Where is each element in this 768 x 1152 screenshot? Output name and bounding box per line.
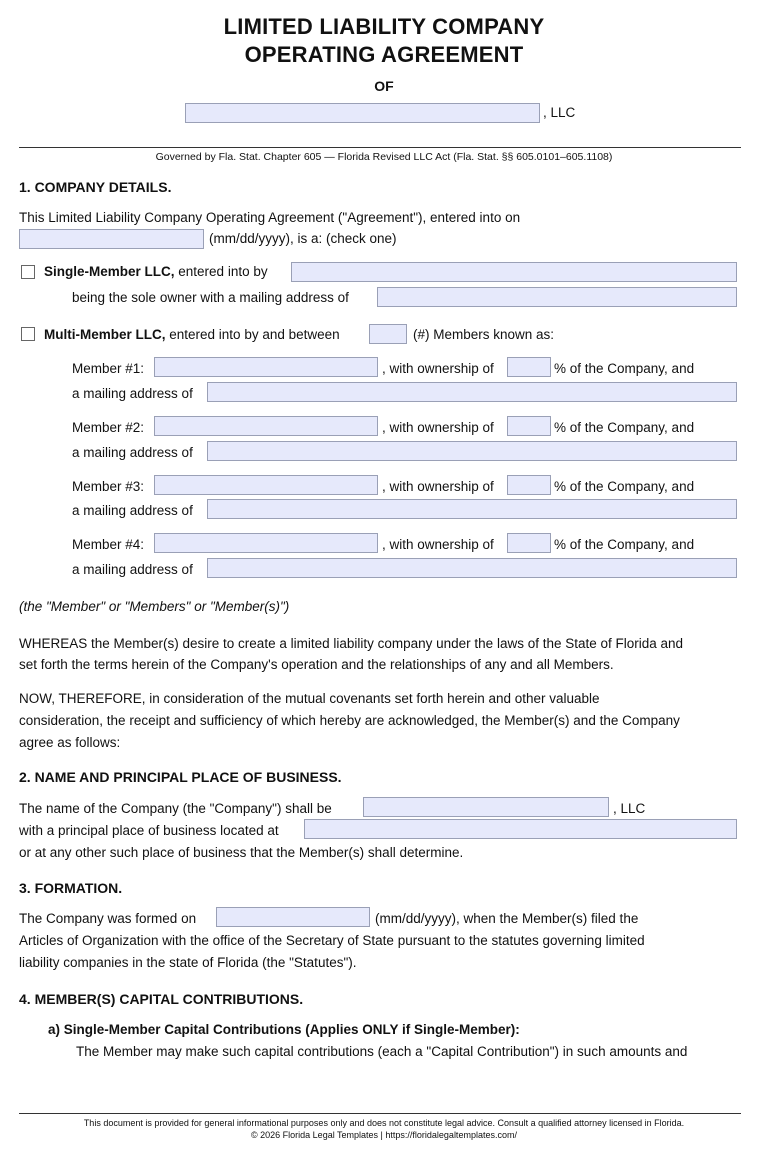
member-4-ownership-field[interactable] bbox=[507, 533, 551, 553]
multi-member-text: entered into by and between bbox=[169, 327, 340, 342]
single-member-checkbox[interactable] bbox=[21, 265, 35, 279]
member-4-address-field[interactable] bbox=[207, 558, 737, 578]
company-name-label: The name of the Company (the "Company") shall be bbox=[19, 801, 332, 816]
now-therefore-line2: consideration, the receipt and sufficiency of which hereby are acknowledged, the Member(s) and the Company bbox=[19, 713, 680, 728]
member-3-name-field[interactable] bbox=[154, 475, 378, 495]
section4-sub-a-text: The Member may make such capital contributions (each a "Capital Contribution") in such amounts and bbox=[76, 1044, 688, 1059]
member-1-address-label: a mailing address of bbox=[72, 386, 193, 401]
formation-date-suffix: (mm/dd/yyyy), when the Member(s) filed the bbox=[375, 911, 639, 926]
member-4-label: Member #4: bbox=[72, 537, 145, 552]
single-member-name-field[interactable] bbox=[291, 262, 737, 282]
formation-line3: liability companies in the state of Florida (the "Statutes"). bbox=[19, 955, 357, 970]
member-1-name-field[interactable] bbox=[154, 357, 378, 377]
member-4-ownership-label: , with ownership of bbox=[382, 537, 494, 552]
now-therefore-line3: agree as follows: bbox=[19, 735, 121, 750]
multi-member-label: Multi-Member LLC, bbox=[44, 327, 166, 342]
multi-member-checkbox[interactable] bbox=[21, 327, 35, 341]
section1-intro: This Limited Liability Company Operating Agreement ("Agreement"), entered into on bbox=[19, 210, 521, 225]
governing-statute: Governed by Fla. Stat. Chapter 605 — Florida Revised LLC Act (Fla. Stat. §§ 605.0101–605.1108) bbox=[155, 151, 613, 163]
footer-copyright: © 2026 Florida Legal Templates | https://floridalegaltemplates.com/ bbox=[251, 1130, 517, 1140]
member-1-address-field[interactable] bbox=[207, 382, 737, 402]
llc-suffix: , LLC bbox=[543, 105, 576, 120]
member-count-field[interactable] bbox=[369, 324, 407, 344]
document-title-line2: OPERATING AGREEMENT bbox=[244, 42, 524, 67]
agreement-date-suffix: (mm/dd/yyyy), is a: (check one) bbox=[209, 231, 397, 246]
whereas-line2: set forth the terms herein of the Company's operation and the relationships of any and all Members. bbox=[19, 657, 614, 672]
llc-name-field[interactable] bbox=[185, 103, 540, 123]
member-2-address-field[interactable] bbox=[207, 441, 737, 461]
member-2-label: Member #2: bbox=[72, 420, 145, 435]
agreement-date-field[interactable] bbox=[19, 229, 204, 249]
member-count-suffix: (#) Members known as: bbox=[413, 327, 555, 342]
formation-line2: Articles of Organization with the office of the Secretary of State pursuant to the statutes governing limited bbox=[19, 933, 645, 948]
member-1-ownership-field[interactable] bbox=[507, 357, 551, 377]
member-4-name-field[interactable] bbox=[154, 533, 378, 553]
member-2-address-label: a mailing address of bbox=[72, 445, 193, 460]
member-2-name-field[interactable] bbox=[154, 416, 378, 436]
member-1-ownership-label: , with ownership of bbox=[382, 361, 494, 376]
now-therefore-line1: NOW, THEREFORE, in consideration of the mutual covenants set forth herein and other valuable bbox=[19, 691, 600, 706]
member-3-label: Member #3: bbox=[72, 479, 145, 494]
single-member-address-field[interactable] bbox=[377, 287, 737, 307]
member-3-address-label: a mailing address of bbox=[72, 503, 193, 518]
multi-member-line bbox=[44, 327, 340, 342]
single-member-label: Single-Member LLC, bbox=[44, 264, 175, 279]
document-title-line1: LIMITED LIABILITY COMPANY bbox=[223, 14, 545, 39]
member-1-pct-label: % of the Company, and bbox=[554, 361, 695, 376]
members-note: (the "Member" or "Members" or "Member(s)") bbox=[19, 599, 290, 614]
header-divider bbox=[19, 147, 741, 148]
formation-date-field[interactable] bbox=[216, 907, 370, 927]
formation-date-label: The Company was formed on bbox=[19, 911, 197, 926]
section4-sub-a: a) Single-Member Capital Contributions (Applies ONLY if Single-Member): bbox=[48, 1022, 520, 1037]
footer-disclaimer: This document is provided for general informational purposes only and does not constitute legal advice. Consult a qualified attorney licensed in Florida. bbox=[83, 1118, 685, 1128]
section2-heading: 2. NAME AND PRINCIPAL PLACE OF BUSINESS. bbox=[19, 769, 342, 785]
member-3-address-field[interactable] bbox=[207, 499, 737, 519]
company-name-llc: , LLC bbox=[613, 801, 646, 816]
whereas-line1: WHEREAS the Member(s) desire to create a limited liability company under the laws of the State of Florida and bbox=[19, 636, 684, 651]
member-4-address-label: a mailing address of bbox=[72, 562, 193, 577]
section1-heading: 1. COMPANY DETAILS. bbox=[19, 179, 172, 195]
member-2-ownership-label: , with ownership of bbox=[382, 420, 494, 435]
principal-place-field[interactable] bbox=[304, 819, 737, 839]
single-member-text: entered into by bbox=[178, 264, 268, 279]
section4-heading: 4. MEMBER(S) CAPITAL CONTRIBUTIONS. bbox=[19, 991, 304, 1007]
member-4-pct-label: % of the Company, and bbox=[554, 537, 695, 552]
section3-heading: 3. FORMATION. bbox=[19, 880, 123, 896]
member-3-ownership-field[interactable] bbox=[507, 475, 551, 495]
member-1-label: Member #1: bbox=[72, 361, 145, 376]
footer-divider bbox=[19, 1113, 741, 1114]
member-2-pct-label: % of the Company, and bbox=[554, 420, 695, 435]
member-3-pct-label: % of the Company, and bbox=[554, 479, 695, 494]
company-name-field[interactable] bbox=[363, 797, 609, 817]
member-3-ownership-label: , with ownership of bbox=[382, 479, 494, 494]
other-place-text: or at any other such place of business that the Member(s) shall determine. bbox=[19, 845, 464, 860]
title-of: OF bbox=[374, 78, 394, 94]
member-2-ownership-field[interactable] bbox=[507, 416, 551, 436]
single-member-address-label: being the sole owner with a mailing address of bbox=[72, 290, 349, 305]
principal-place-label: with a principal place of business located at bbox=[19, 823, 279, 838]
single-member-line bbox=[44, 264, 268, 279]
